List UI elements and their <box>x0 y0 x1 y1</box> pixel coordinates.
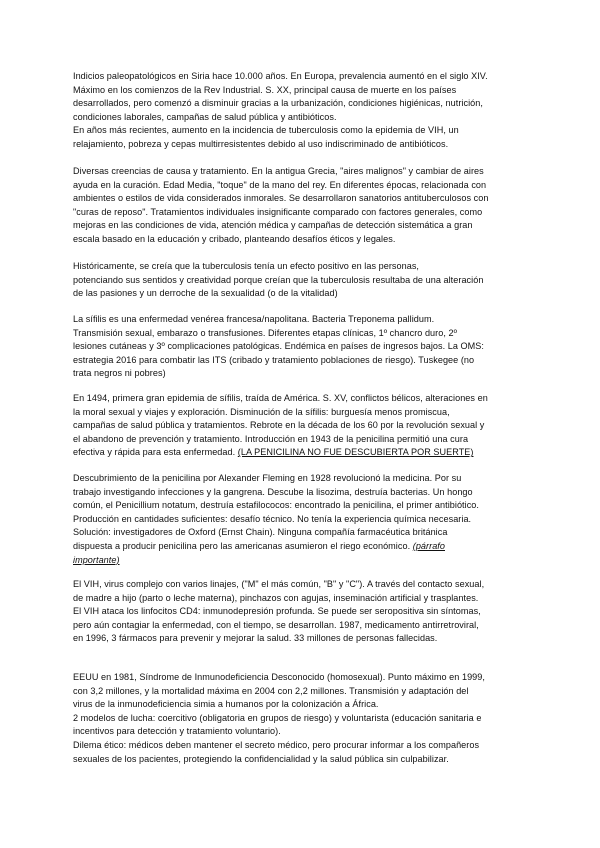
text-line: La sífilis es una enfermedad venérea francesa/napolitana. Bacteria Treponema pallidum. <box>73 314 435 324</box>
text-line: trabajo investigando infecciones y la gangrena. Descube la lisozima, destruía bacterias. Un hongo <box>73 486 473 497</box>
emphasis-note: (LA PENICILINA NO FUE DESCUBIERTA POR SUERTE) <box>237 447 474 458</box>
text-line: pero aún contagiar la enfermedad, con el tiempo, se desarrollan. 1987, medicamento antirretroviral, <box>73 619 479 630</box>
paragraph-hiv-virus <box>73 578 484 646</box>
paragraph-hiv-usa <box>73 671 485 766</box>
text-line: en 1996, 3 fármacos para prevenir y mejorar la salud. 33 millones de personas fallecidas. <box>73 633 438 644</box>
text-line: Históricamente, se creía que la tuberculosis tenía un efecto positivo en las personas, <box>73 261 420 271</box>
text-line: Producción en cantidades suficientes: desafío técnico. No tenía la experiencia química necesaria. <box>73 513 472 524</box>
text-line: "curas de reposo". Tratamientos individuales insignificante comparado con factores generales, como <box>73 206 483 217</box>
text-line: campañas de salud pública y tratamientos. Rebrote en la década de los 60 por la revolución sexual y <box>73 420 485 431</box>
text-line: con 3,2 millones, y la mortalidad máxima en 2004 con 2,2 millones. Transmisión y adaptación del <box>73 685 469 696</box>
text-line: En años más recientes, aumento en la incidencia de tuberculosis como la epidemia de VIH, un <box>73 125 459 136</box>
paragraph-historical-belief <box>73 260 483 301</box>
text-line: potenciando sus sentidos y creatividad porque creían que la tuberculosis resultaba de una alteración <box>73 274 484 285</box>
text-line: de las pasiones y un derroche de la sexualidad (o de la vitalidad) <box>73 288 338 299</box>
text-line: virus de la inmunodeficiencia simia a humanos por la colonización a África. <box>73 699 379 710</box>
text-line: condiciones laborales, campañas de salud pública y antibióticos. <box>73 111 337 122</box>
text-line <box>73 540 479 554</box>
text-line: de madre a hijo (parto o leche materna), pinchazos con agujas, inseminación artificial y trasplantes. <box>73 592 479 603</box>
text-line: Transmisión sexual, embarazo o transfusiones. Diferentes etapas clínicas, 1º chancro duro, 2º <box>73 327 457 338</box>
text-line: En 1494, primera gran epidemia de sífilis, traída de América. S. XV, conflictos bélicos, alteraciones en <box>73 393 488 403</box>
paragraph-penicillin-discovery <box>73 472 479 567</box>
emphasis-note: (párrafo <box>412 540 445 551</box>
text-line: estrategia 2016 para combatir las ITS (cribado y tratamiento poblaciones de riesgo). Tuskegee (no <box>73 354 475 365</box>
emphasis-note-continuation: importante) <box>73 554 120 565</box>
text-line: EEUU en 1981, Síndrome de Inmunodeficiencia Desconocido (homosexual). Punto máximo en 1999, <box>73 672 485 682</box>
text-line: relajamiento, pobreza y cepas multirresistentes debido al uso indiscriminado de antibióticos. <box>73 138 449 149</box>
text-line-prefix: dispuesta a producir penicilina pero las americanas asumieron el riego económico. <box>73 540 413 551</box>
text-line: el abandono de prevención y tratamiento. Introducción en 1943 de la penicilina permitió una cura <box>73 433 469 444</box>
text-line: trata negros ni pobres) <box>73 368 166 379</box>
text-line: desarrollados, pero comenzó a disminuir gracias a la urbanización, condiciones higiénicas, nutrición, <box>73 98 483 109</box>
text-line <box>73 446 488 460</box>
text-line: lesiones cutáneas y 3º complicaciones patológicas. Endémica en países de ingresos bajos. La OMS: <box>73 341 484 352</box>
text-line: Solución: investigadores de Oxford (Ernst Chain). Ninguna compañía farmacéutica británica <box>73 527 448 538</box>
text-line: El VIH, virus complejo con varios linajes, ("M" el más común, "B" y "C"). A través del contacto sexual, <box>73 579 485 589</box>
text-line: sexuales de los pacientes, protegiendo la confidencialidad y la salud pública sin culpabilizar. <box>73 753 449 764</box>
text-line: mejoras en las condiciones de vida, atención médica y campañas de detección sistemática a gran <box>73 220 473 231</box>
text-line-prefix: efectiva y rápida para esta enfermedad. <box>73 447 238 458</box>
text-line: 2 modelos de lucha: coercitivo (obligatoria en grupos de riesgo) y voluntarista (educación sanitaria e <box>73 712 482 723</box>
paragraph-syphilis <box>73 313 484 381</box>
paragraph-syphilis-epidemic <box>73 392 488 460</box>
text-line: Dilema ético: médicos deben mantener el secreto médico, pero procurar informar a los compañeros <box>73 739 480 750</box>
text-line: ayuda en la curación. Edad Media, "toque" de la mano del rey. En diferentes épocas, relacionada con <box>73 179 487 190</box>
text-line: incentivos para detección y tratamiento voluntario). <box>73 726 281 737</box>
text-line: Máximo en los comienzos de la Rev Industrial. S. XX, principal causa de muerte en los países <box>73 84 457 95</box>
text-line: Descubrimiento de la penicilina por Alexander Fleming en 1928 revolucionó la medicina. Por su <box>73 473 462 483</box>
text-line: escala basado en la educación y cribado, planteando desafíos éticos y legales. <box>73 233 396 244</box>
text-line: la moral sexual y viajes y exploración. Disminución de la sífilis: burguesía menos promiscua, <box>73 406 450 417</box>
text-line: común, el Penicillium notatum, destruía estafilococos: encontrado la penicilina, el primer antibiótico. <box>73 500 479 511</box>
text-line: ambientes o estilos de vida considerados inmorales. Se desarrollaron sanatorios antituberculosos con <box>73 193 489 204</box>
paragraph-tuberculosis-history <box>73 70 488 152</box>
paragraph-beliefs-treatment <box>73 165 488 247</box>
text-line: El VIH ataca los linfocitos CD4: inmunodepresión profunda. Se puede ser seropositiva sin síntomas, <box>73 606 481 617</box>
text-line: Indicios paleopatológicos en Siria hace 10.000 años. En Europa, prevalencia aumentó en el siglo XIV. <box>73 71 488 81</box>
text-line: Diversas creencias de causa y tratamiento. En la antigua Grecia, "aires malignos" y cambiar de aires <box>73 166 484 176</box>
